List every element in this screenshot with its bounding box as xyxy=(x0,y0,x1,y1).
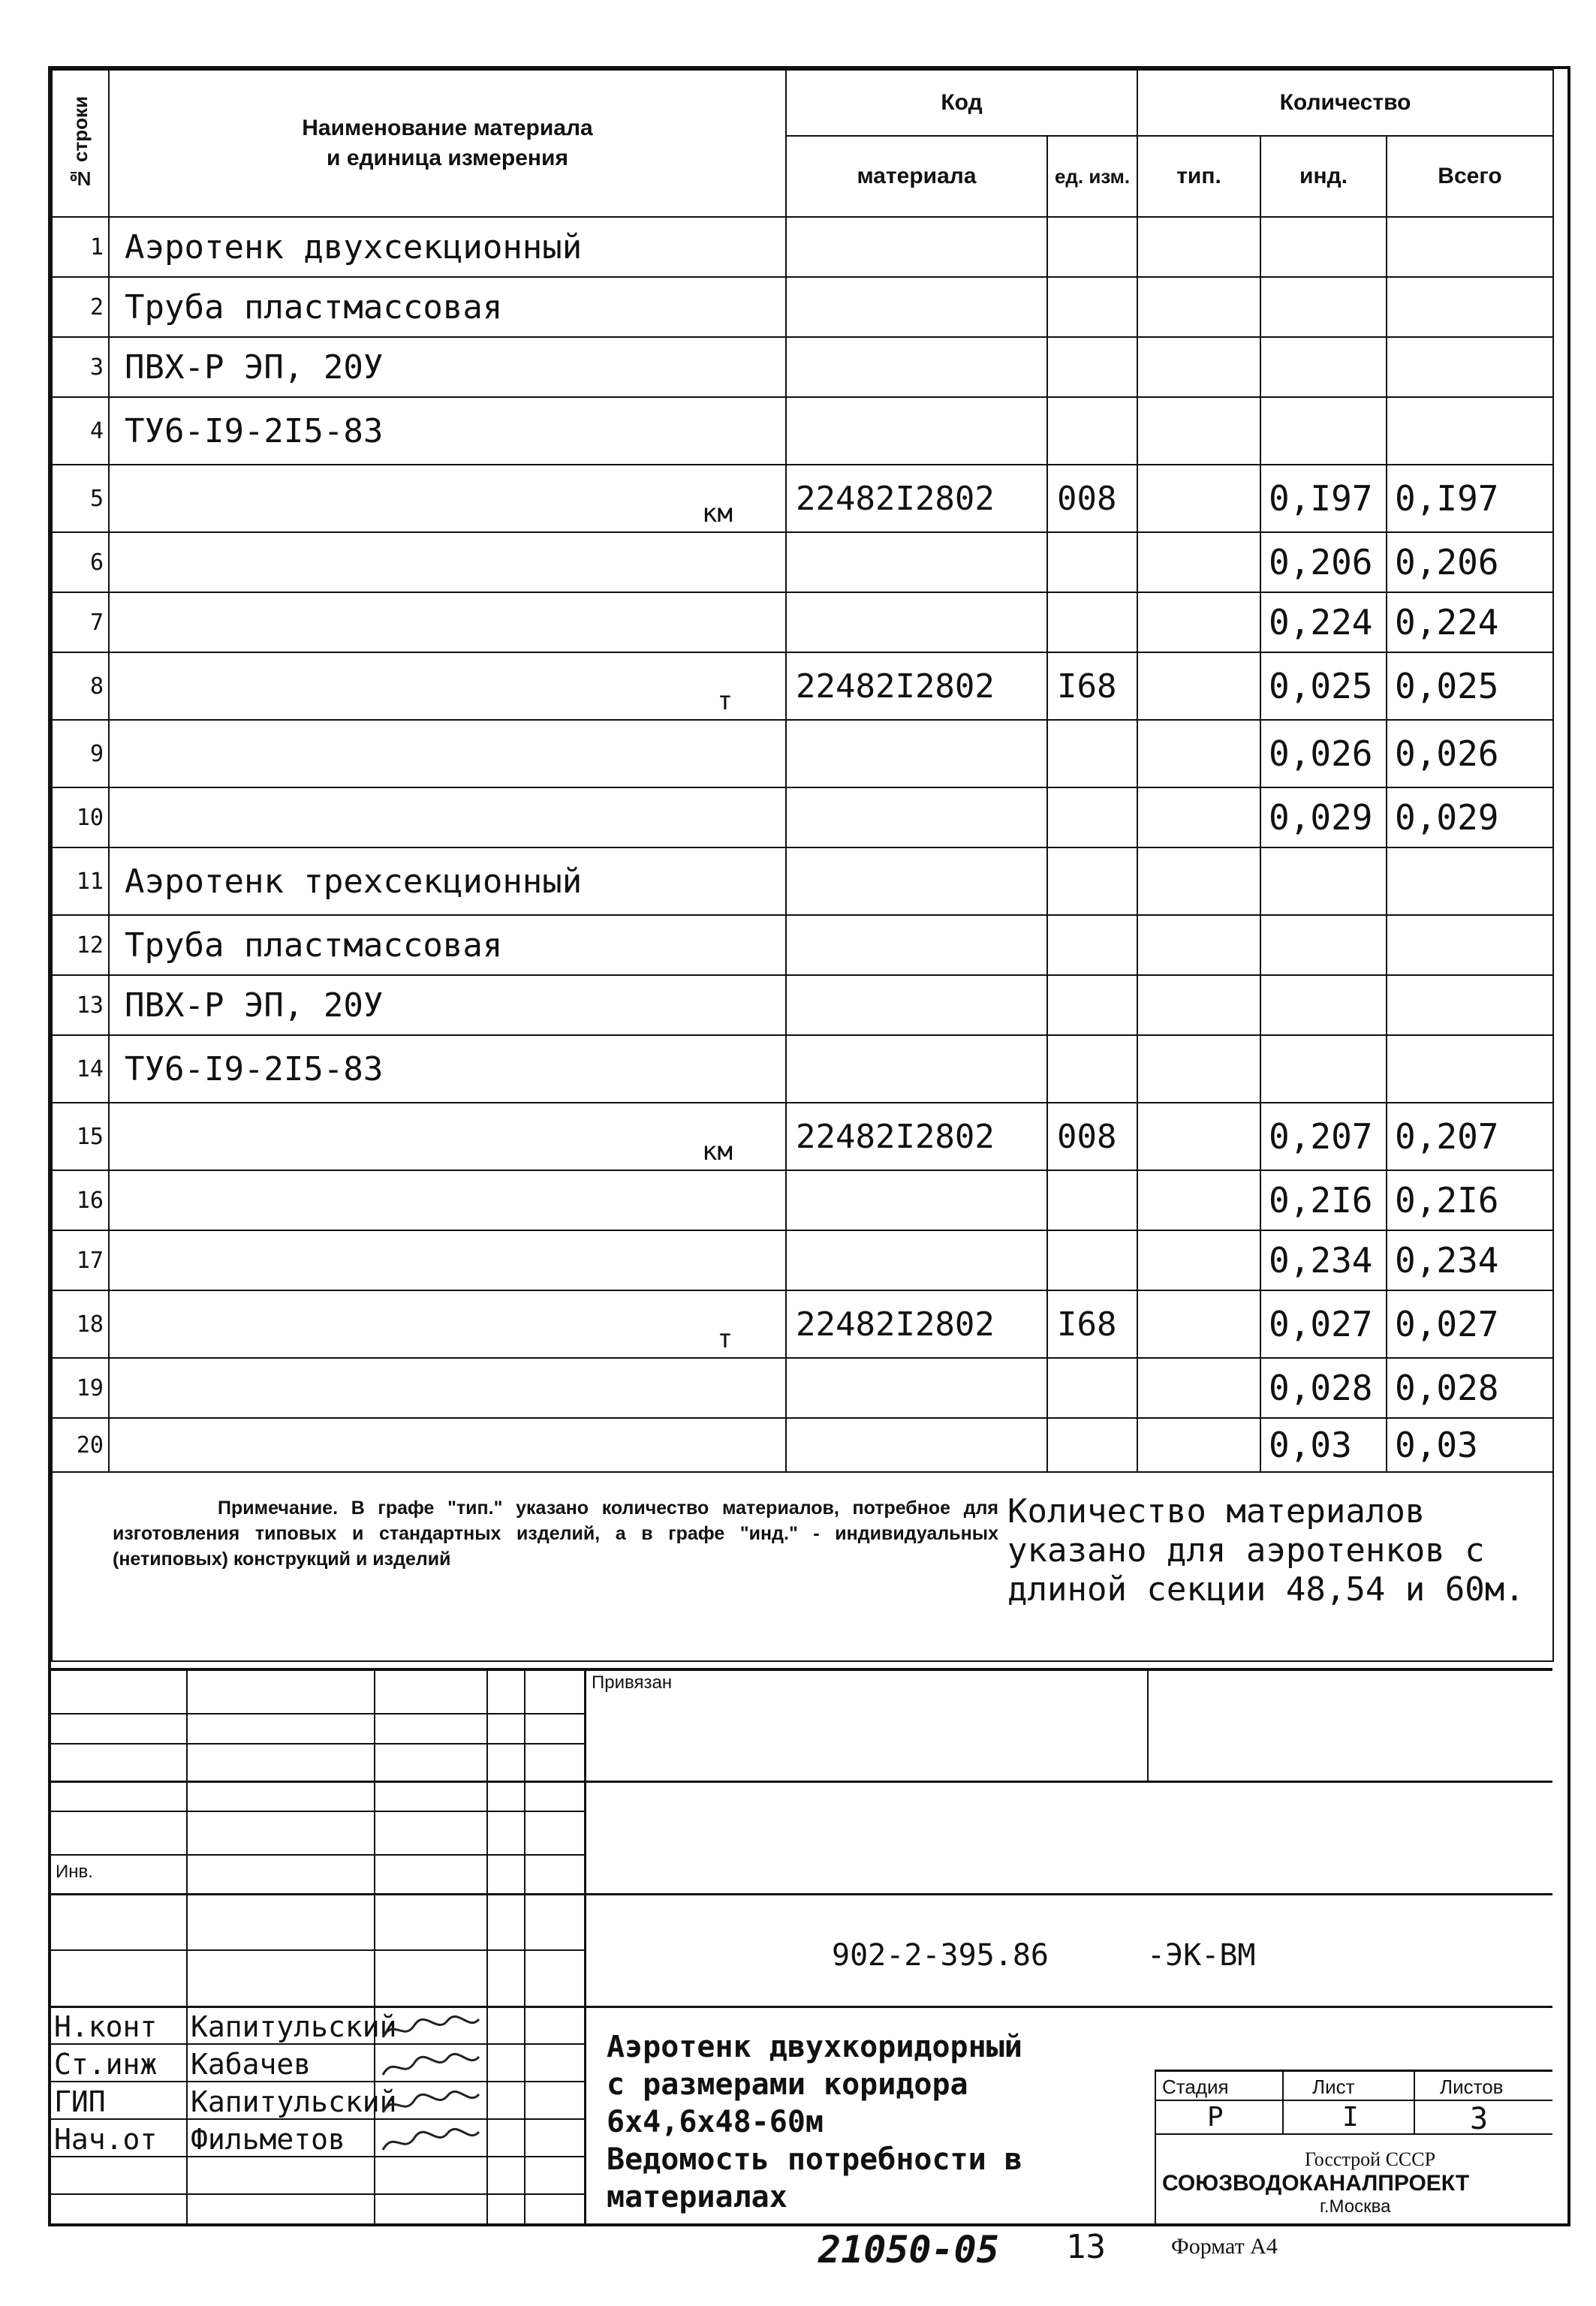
material-code xyxy=(786,532,1047,592)
qty-ind: 0,2I6 xyxy=(1260,1170,1387,1230)
measure-unit: км xyxy=(702,1136,733,1167)
unit-code xyxy=(1047,337,1137,397)
material-code xyxy=(786,337,1047,397)
qty-typ xyxy=(1137,1103,1260,1170)
table-row xyxy=(52,720,1553,787)
unit-code xyxy=(1047,397,1137,465)
table-row xyxy=(52,337,1553,397)
measure-unit: т xyxy=(717,686,733,716)
header-row-no: № строки xyxy=(52,70,109,217)
table-row xyxy=(52,787,1553,847)
title-line: с размерами коридора xyxy=(607,2067,968,2102)
signature-mark xyxy=(378,2087,483,2120)
qty-ind: 0,025 xyxy=(1260,652,1387,720)
table-row xyxy=(52,1358,1553,1418)
material-code: 22482I2802 xyxy=(786,652,1047,720)
note-quantity-basis: Количество материалов указано для аэротенков с длиной секции 48,54 и 60м. xyxy=(1007,1492,1525,1609)
qty-ind xyxy=(1260,1035,1387,1103)
signature-mark xyxy=(378,2049,483,2082)
material-name xyxy=(109,1035,786,1103)
qty-typ xyxy=(1137,592,1260,652)
qty-typ xyxy=(1137,787,1260,847)
row-number: 9 xyxy=(52,720,109,787)
material-code xyxy=(786,1035,1047,1103)
row-number: 19 xyxy=(52,1358,109,1418)
qty-ind xyxy=(1260,975,1387,1035)
material-name xyxy=(109,720,786,787)
unit-code xyxy=(1047,1230,1137,1290)
table-row xyxy=(52,397,1553,465)
qty-total: 0,03 xyxy=(1387,1418,1553,1472)
qty-total xyxy=(1387,847,1553,915)
qty-typ xyxy=(1137,397,1260,465)
material-code: 22482I2802 xyxy=(786,465,1047,532)
unit-code xyxy=(1047,532,1137,592)
qty-ind: 0,206 xyxy=(1260,532,1387,592)
unit-code: I68 xyxy=(1047,1290,1137,1358)
signature-mark xyxy=(378,2012,483,2045)
table-body xyxy=(52,217,1553,1472)
unit-code xyxy=(1047,975,1137,1035)
header-name: Наименование материала и единица измерения xyxy=(109,70,786,217)
table-row xyxy=(52,217,1553,277)
qty-ind xyxy=(1260,397,1387,465)
qty-total xyxy=(1387,277,1553,337)
material-name xyxy=(109,397,786,465)
org-name: СОЮЗВОДОКАНАЛПРОЕКТ xyxy=(1162,2171,1470,2196)
title-line: материалах xyxy=(607,2180,787,2214)
unit-code: I68 xyxy=(1047,652,1137,720)
drawing-title xyxy=(607,2028,1022,2216)
qty-ind xyxy=(1260,915,1387,975)
material-code xyxy=(786,915,1047,975)
qty-ind: 0,028 xyxy=(1260,1358,1387,1418)
qty-total: 0,206 xyxy=(1387,532,1553,592)
qty-typ xyxy=(1137,1290,1260,1358)
table-row xyxy=(52,1035,1553,1103)
table-row xyxy=(52,1170,1553,1230)
material-code xyxy=(786,720,1047,787)
qty-total: 0,234 xyxy=(1387,1230,1553,1290)
table-row xyxy=(52,1103,1553,1170)
privyazan-label: Привязан xyxy=(592,1672,673,1693)
qty-typ xyxy=(1137,1358,1260,1418)
qty-ind: 0,I97 xyxy=(1260,465,1387,532)
sheet-label: Лист xyxy=(1312,2076,1355,2098)
unit-code xyxy=(1047,787,1137,847)
unit-code: 008 xyxy=(1047,1103,1137,1170)
materials-table xyxy=(51,69,1554,1662)
material-name-text: ПВХ-Р ЭП, 20У xyxy=(125,348,384,387)
table-row xyxy=(52,1290,1553,1358)
header-qty-ind: инд. xyxy=(1260,136,1387,217)
qty-typ xyxy=(1137,847,1260,915)
qty-typ xyxy=(1137,975,1260,1035)
material-code xyxy=(786,1418,1047,1472)
qty-ind xyxy=(1260,277,1387,337)
material-name xyxy=(109,337,786,397)
material-code xyxy=(786,847,1047,915)
table-row xyxy=(52,652,1553,720)
row-number: 18 xyxy=(52,1290,109,1358)
unit-code xyxy=(1047,915,1137,975)
sheet-value: I xyxy=(1342,2102,1359,2133)
drawing-sheet xyxy=(48,66,1570,2226)
unit-code xyxy=(1047,1035,1137,1103)
table-row xyxy=(52,847,1553,915)
qty-ind: 0,03 xyxy=(1260,1418,1387,1472)
qty-total: 0,2I6 xyxy=(1387,1170,1553,1230)
qty-ind: 0,207 xyxy=(1260,1103,1387,1170)
material-name xyxy=(109,1358,786,1418)
qty-total: 0,025 xyxy=(1387,652,1553,720)
document-suffix: -ЭК-ВМ xyxy=(1147,1938,1256,1973)
qty-total xyxy=(1387,1035,1553,1103)
material-code: 22482I2802 xyxy=(786,1290,1047,1358)
material-name xyxy=(109,1290,786,1358)
archive-number: 21050-05 xyxy=(818,2228,999,2271)
org-ministry: Госстрой СССР xyxy=(1305,2148,1436,2170)
material-name xyxy=(109,975,786,1035)
header-code: Код xyxy=(786,70,1137,136)
header-qty-total: Всего xyxy=(1387,136,1553,217)
approval-name: Кабачев xyxy=(191,2048,312,2081)
material-name xyxy=(109,532,786,592)
row-number: 4 xyxy=(52,397,109,465)
qty-typ xyxy=(1137,1035,1260,1103)
material-code xyxy=(786,277,1047,337)
qty-total: 0,029 xyxy=(1387,787,1553,847)
unit-code xyxy=(1047,1418,1137,1472)
table-row xyxy=(52,975,1553,1035)
material-name xyxy=(109,217,786,277)
unit-code xyxy=(1047,217,1137,277)
material-name xyxy=(109,1170,786,1230)
row-number: 1 xyxy=(52,217,109,277)
header-qty-typ: тип. xyxy=(1137,136,1260,217)
title-line: 6х4,6х48-60м xyxy=(607,2105,824,2139)
row-number: 15 xyxy=(52,1103,109,1170)
qty-typ xyxy=(1137,337,1260,397)
paper-format: Формат А4 xyxy=(1171,2234,1278,2259)
page-number: 13 xyxy=(1066,2228,1106,2266)
material-code xyxy=(786,397,1047,465)
row-number: 14 xyxy=(52,1035,109,1103)
qty-total: 0,224 xyxy=(1387,592,1553,652)
qty-total: 0,027 xyxy=(1387,1290,1553,1358)
material-name-text: Аэротенк трехсекционный xyxy=(125,862,583,901)
approval-role: ГИП xyxy=(54,2085,106,2118)
qty-ind: 0,234 xyxy=(1260,1230,1387,1290)
row-number: 20 xyxy=(52,1418,109,1472)
unit-code xyxy=(1047,847,1137,915)
material-name xyxy=(109,787,786,847)
unit-code: 008 xyxy=(1047,465,1137,532)
qty-total xyxy=(1387,337,1553,397)
title-line: Аэротенк двухкоридорный xyxy=(607,2030,1022,2064)
qty-total xyxy=(1387,397,1553,465)
qty-total xyxy=(1387,975,1553,1035)
qty-ind xyxy=(1260,337,1387,397)
sheets-value: 3 xyxy=(1470,2102,1489,2136)
row-number: 2 xyxy=(52,277,109,337)
material-name-text: ТУ6-I9-2I5-83 xyxy=(125,1049,384,1088)
table-row xyxy=(52,277,1553,337)
table-row xyxy=(52,465,1553,532)
material-code xyxy=(786,975,1047,1035)
material-name-text: Аэротенк двухсекционный xyxy=(125,227,583,266)
row-number: 3 xyxy=(52,337,109,397)
approval-role: Нач.от xyxy=(54,2123,158,2156)
unit-code xyxy=(1047,277,1137,337)
unit-code xyxy=(1047,592,1137,652)
row-number: 7 xyxy=(52,592,109,652)
material-name xyxy=(109,465,786,532)
qty-typ xyxy=(1137,652,1260,720)
material-name xyxy=(109,847,786,915)
qty-ind: 0,026 xyxy=(1260,720,1387,787)
table-row xyxy=(52,532,1553,592)
qty-typ xyxy=(1137,720,1260,787)
qty-typ xyxy=(1137,277,1260,337)
approval-role: Ст.инж xyxy=(54,2048,158,2081)
qty-total: 0,028 xyxy=(1387,1358,1553,1418)
stage-value: Р xyxy=(1207,2102,1224,2133)
qty-typ xyxy=(1137,465,1260,532)
material-code xyxy=(786,1358,1047,1418)
note-block xyxy=(52,1472,1553,1661)
table-row xyxy=(52,1418,1553,1472)
qty-typ xyxy=(1137,1170,1260,1230)
org-city: г.Москва xyxy=(1320,2196,1391,2217)
qty-total: 0,207 xyxy=(1387,1103,1553,1170)
qty-typ xyxy=(1137,915,1260,975)
unit-code xyxy=(1047,1170,1137,1230)
material-name-text: Труба пластмассовая xyxy=(125,287,503,327)
row-number: 13 xyxy=(52,975,109,1035)
material-name xyxy=(109,592,786,652)
material-name-text: ПВХ-Р ЭП, 20У xyxy=(125,986,384,1025)
qty-typ xyxy=(1137,217,1260,277)
row-number: 12 xyxy=(52,915,109,975)
row-number: 16 xyxy=(52,1170,109,1230)
qty-ind xyxy=(1260,847,1387,915)
material-name-text: Труба пластмассовая xyxy=(125,926,503,965)
measure-unit: т xyxy=(717,1324,733,1354)
qty-total: 0,026 xyxy=(1387,720,1553,787)
row-number: 17 xyxy=(52,1230,109,1290)
signature-mark xyxy=(378,2124,483,2157)
unit-code xyxy=(1047,720,1137,787)
row-number: 5 xyxy=(52,465,109,532)
material-name xyxy=(109,652,786,720)
material-name xyxy=(109,277,786,337)
qty-typ xyxy=(1137,1418,1260,1472)
qty-typ xyxy=(1137,1230,1260,1290)
table-row xyxy=(52,1230,1553,1290)
material-code xyxy=(786,1170,1047,1230)
qty-total xyxy=(1387,915,1553,975)
material-name-text: ТУ6-I9-2I5-83 xyxy=(125,411,384,450)
stage-label: Стадия xyxy=(1162,2076,1229,2098)
sheets-label: Листов xyxy=(1440,2076,1504,2098)
approval-name: Капитульский xyxy=(191,2010,397,2043)
qty-ind: 0,027 xyxy=(1260,1290,1387,1358)
material-code: 22482I2802 xyxy=(786,1103,1047,1170)
qty-total xyxy=(1387,217,1553,277)
table-row xyxy=(52,592,1553,652)
material-name xyxy=(109,1230,786,1290)
qty-typ xyxy=(1137,532,1260,592)
material-code xyxy=(786,787,1047,847)
material-code xyxy=(786,1230,1047,1290)
row-number: 6 xyxy=(52,532,109,592)
approval-role: Н.конт xyxy=(54,2010,158,2043)
title-block xyxy=(51,1668,1552,2223)
note-text: Примечание. В графе "тип." указано количество материалов, потребное для изготовления типовых и стандартных изделий, а в графе "инд." - индивидуальных (нетиповых) конструкций и изделий xyxy=(113,1498,998,1570)
material-name xyxy=(109,1103,786,1170)
header-code-unit: ед. изм. xyxy=(1047,136,1137,217)
material-name xyxy=(109,915,786,975)
row-number: 11 xyxy=(52,847,109,915)
material-code xyxy=(786,217,1047,277)
approval-name: Капитульский xyxy=(191,2085,397,2118)
qty-ind xyxy=(1260,217,1387,277)
approval-name: Фильметов xyxy=(191,2123,345,2156)
qty-ind: 0,224 xyxy=(1260,592,1387,652)
measure-unit: км xyxy=(702,498,733,528)
title-line: Ведомость потребности в xyxy=(607,2142,1022,2177)
unit-code xyxy=(1047,1358,1137,1418)
qty-ind: 0,029 xyxy=(1260,787,1387,847)
document-code: 902-2-395.86 xyxy=(832,1938,1049,1973)
table-row xyxy=(52,915,1553,975)
header-code-material: материала xyxy=(786,136,1047,217)
header-quantity: Количество xyxy=(1137,70,1553,136)
qty-total: 0,I97 xyxy=(1387,465,1553,532)
row-number: 8 xyxy=(52,652,109,720)
row-number: 10 xyxy=(52,787,109,847)
material-code xyxy=(786,592,1047,652)
material-name xyxy=(109,1418,786,1472)
inv-label: Инв. xyxy=(56,1862,93,1882)
